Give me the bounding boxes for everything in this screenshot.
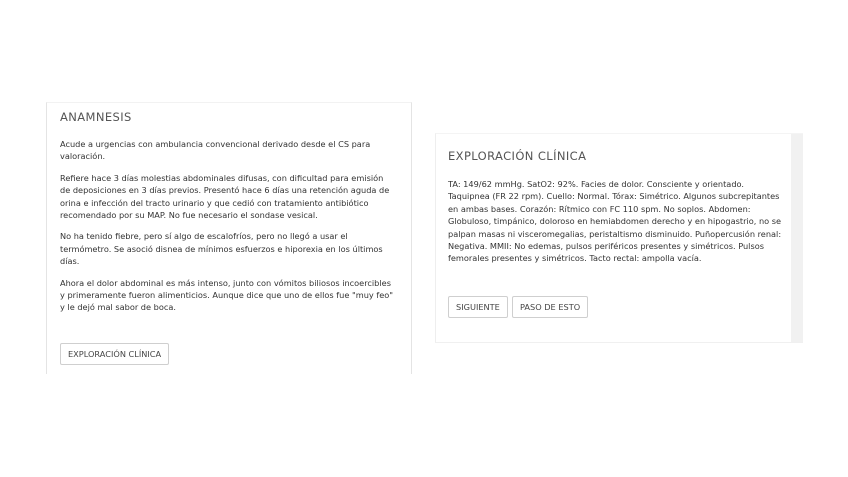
exploracion-title: EXPLORACIÓN CLÍNICA xyxy=(448,149,587,163)
scrollbar[interactable] xyxy=(791,134,803,342)
siguiente-button[interactable]: SIGUIENTE xyxy=(448,296,508,318)
anamnesis-paragraph: Ahora el dolor abdominal es más intenso, junto con vómitos biliosos incoercibles y primeramente fueron alimenticios. Aunque dice que uno de ellos fue "muy feo" y le dejó mal sabor de boca. xyxy=(60,277,394,313)
exploracion-text: TA: 149/62 mmHg. SatO2: 92%. Facies de dolor. Consciente y orientado. Taquipnea (FR 22 rpm). Cuello: Normal. Tórax: Simétrico. Algunos subcrepitantes en ambas bases. Corazón: Rítmico con FC 110 spm. No soplos. Abdomen: Globuloso, timpánico, doloroso en hemiabdomen derecho y en hipogastrio, no se palpan masas ni visceromegalias, peristaltismo disminuido. Puñopercusión renal: Negativa. MMII: No edemas, pulsos periféricos presentes y simétricos. Pulsos femorales presentes y simétricos. Tacto rectal: ampolla vacía. xyxy=(448,179,782,264)
exploracion-body xyxy=(448,178,788,274)
anamnesis-paragraph: No ha tenido fiebre, pero sí algo de escalofríos, pero no llegó a usar el termómetro. Se asoció disnea de mínimos esfuerzos e hiporexia en los últimos días. xyxy=(60,231,383,267)
exploracion-clinica-button[interactable]: EXPLORACIÓN CLÍNICA xyxy=(60,343,169,365)
exploracion-card xyxy=(435,133,803,343)
anamnesis-paragraph: Acude a urgencias con ambulancia convencional derivado desde el CS para valoración. xyxy=(60,139,371,162)
anamnesis-body xyxy=(60,138,396,323)
paso-de-esto-button[interactable]: PASO DE ESTO xyxy=(512,296,588,318)
anamnesis-card xyxy=(46,102,412,374)
anamnesis-paragraph: Refiere hace 3 días molestias abdominales difusas, con dificultad para emisión de deposiciones en 3 días previos. Presentó hace 6 días una retención aguda de orina e infección del tracto urinario y que cedió con tratamiento antibiótico recomendado por su MAP. No fue necesario el sondase vesical. xyxy=(60,172,390,221)
anamnesis-title: ANAMNESIS xyxy=(60,110,132,124)
